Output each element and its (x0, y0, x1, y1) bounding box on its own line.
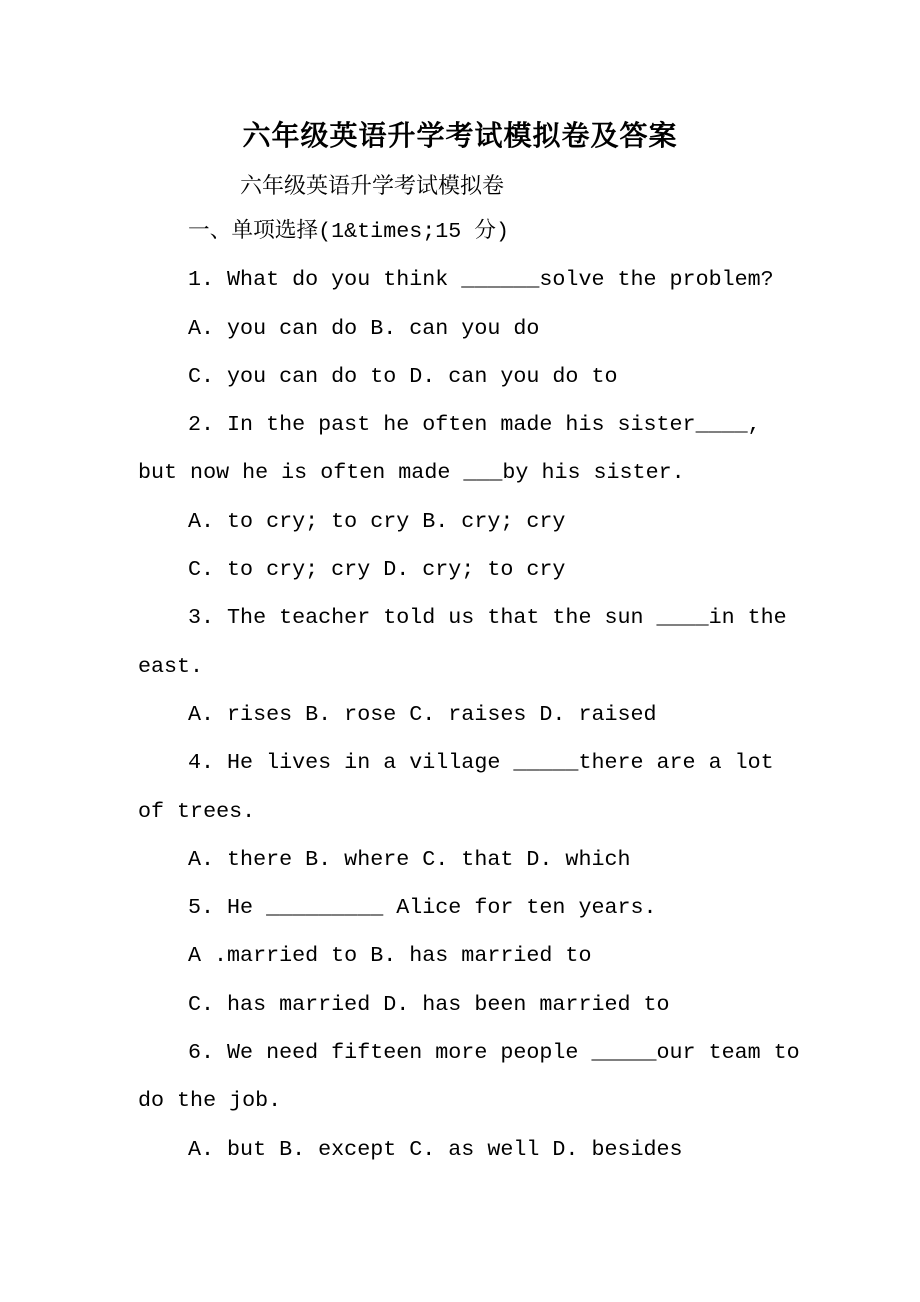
text-line: 一、单项选择(1&times;15 分) (188, 219, 510, 244)
text-line: 4. He lives in a village _____there are a lot (188, 750, 774, 776)
text-line: but now he is often made ___by his sister. (138, 460, 685, 486)
document-body (138, 208, 798, 1174)
text-line: A. to cry; to cry B. cry; cry (188, 508, 566, 534)
text-line: A .married to B. has married to (188, 943, 592, 969)
text-line: east. (138, 653, 204, 679)
text-line: C. you can do to D. can you do to (188, 363, 618, 389)
text-line: A. there B. where C. that D. which (188, 846, 631, 872)
text-line: 1. What do you think ______solve the problem? (188, 267, 774, 293)
text-line: of trees. (138, 798, 256, 824)
text-line: C. to cry; cry D. cry; to cry (188, 557, 566, 583)
document-subtitle: 六年级英语升学考试模拟卷 (240, 174, 505, 199)
text-line: do the job. (138, 1088, 282, 1114)
text-line: A. rises B. rose C. raises D. raised (188, 701, 657, 727)
text-line: 5. He _________ Alice for ten years. (188, 895, 657, 921)
text-line: C. has married D. has been married to (188, 991, 670, 1017)
text-line: 3. The teacher told us that the sun ____in the (188, 605, 787, 631)
text-line: A. you can do B. can you do (188, 315, 540, 341)
text-line: A. but B. except C. as well D. besides (188, 1136, 683, 1162)
text-line: 6. We need fifteen more people _____our team to (188, 1040, 800, 1066)
text-line: 2. In the past he often made his sister____, (188, 412, 761, 438)
document-title: 六年级英语升学考试模拟卷及答案 (242, 119, 678, 152)
